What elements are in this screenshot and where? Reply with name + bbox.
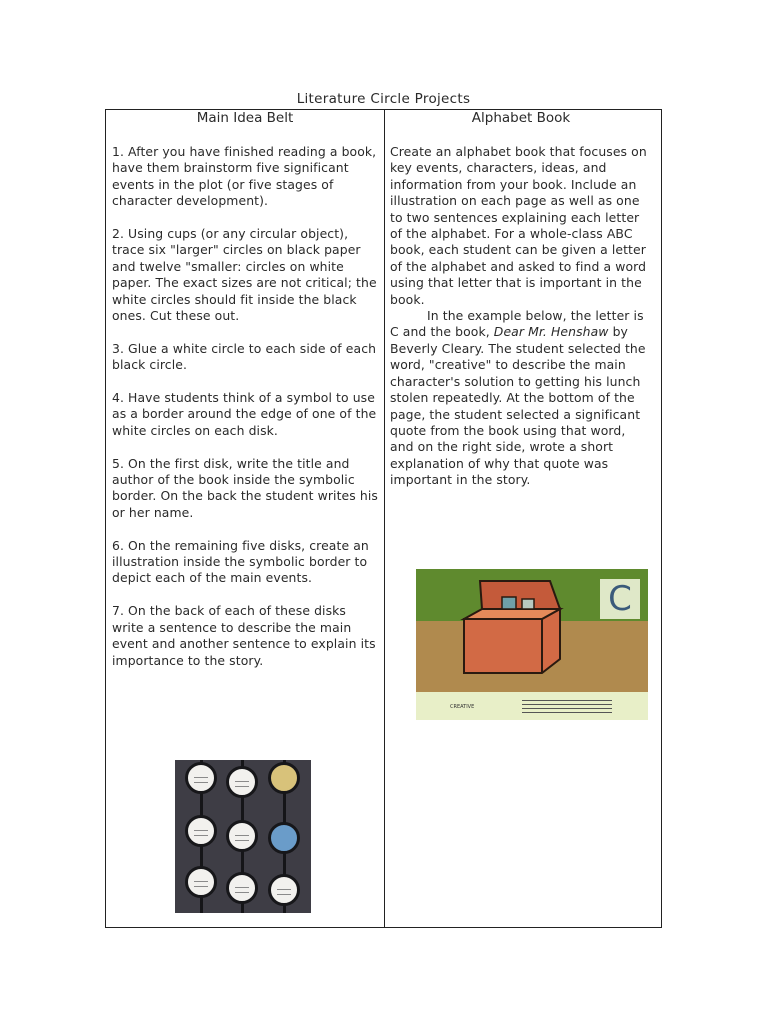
alphabet-book-column [390,110,652,927]
alphabet-example [390,308,652,488]
example-text-1: In the example below, the letter is C and the book, [390,308,644,340]
treasure-chest-illustration [456,579,574,679]
main-idea-belt-photo [175,760,311,913]
page-title: Literature Circle Projects [296,91,471,107]
example-book-title: Dear Mr. Henshaw [493,324,609,340]
belt-step-2: 2. Using cups (or any circular object), trace six "larger" circles on black paper and twelve "smaller: circles on white paper. The exact sizes are not critical; the white circles should fit inside the black ones. Cut these out. [112,226,377,324]
photo-word: CREATIVE [450,704,475,710]
alphabet-book-header: Alphabet Book [471,110,571,126]
belt-step-6: 6. On the remaining five disks, create an illustration inside the symbolic border to depict each of the main events. [112,537,369,586]
alphabet-book-text [390,144,652,489]
belt-steps [112,144,378,669]
alphabet-book-photo [416,569,648,720]
main-idea-belt-column [112,110,378,927]
belt-step-3: 3. Glue a white circle to each side of each black circle. [112,340,377,373]
alphabet-intro: Create an alphabet book that focuses on key events, characters, ideas, and information from your book. Include an illustration on each page as well as one to two sentences explaining each letter of the alphabet. For a whole-class ABC book, each student can be given a letter of the alphabet and asked to find a word using that letter that is important in the book. [390,144,647,307]
belt-step-1: 1. After you have finished reading a book, have them brainstorm five significant events in the plot (or five stages of character development). [112,144,377,209]
example-text-2: by Beverly Cleary. The student selected the word, "creative" to describe the main character's solution to getting his lunch stolen repeatedly. At the bottom of the page, the student selected a significant quote from the book using that word, and on the right side, wrote a short explanation of why that quote was important in the story. [390,324,646,488]
belt-step-7: 7. On the back of each of these disks write a sentence to describe the main event and another sentence to explain its importance to the story. [112,603,376,668]
projects-table [105,109,662,928]
column-divider [384,110,385,927]
main-idea-belt-header: Main Idea Belt [196,110,294,126]
photo-letter: C [600,579,640,619]
belt-step-5: 5. On the first disk, write the title and author of the book inside the symbolic border. On the back the student writes his or her name. [112,455,378,520]
belt-step-4: 4. Have students think of a symbol to use as a border around the edge of one of the white circles on each disk. [112,390,377,438]
